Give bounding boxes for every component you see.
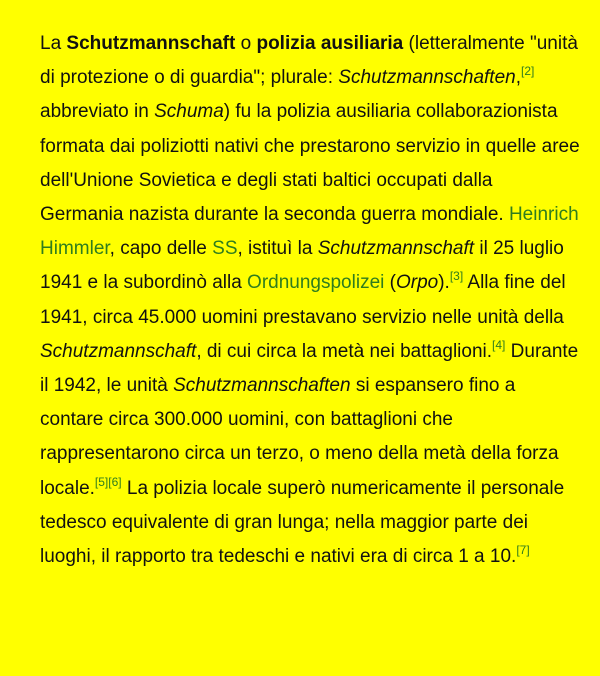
footnote-link-2[interactable]: [2] xyxy=(521,64,535,79)
term-italic: Schutzmannschaft xyxy=(40,340,197,362)
footnote-ref xyxy=(516,543,529,557)
term-bold: Schutzmannschaft xyxy=(66,33,236,54)
term-bold: polizia ausiliaria xyxy=(256,33,404,54)
text-run: il 25 luglio 1941 e la subordinò alla xyxy=(40,238,564,294)
text-run: , capo delle xyxy=(109,238,213,260)
link-ordnungspolizei[interactable]: Ordnungspolizei xyxy=(247,272,385,294)
term-italic: Schuma xyxy=(154,101,224,123)
link-heinrich-himmler[interactable]: Heinrich Himmler xyxy=(40,204,579,260)
text-run: , di cui circa la metà nei battaglioni. xyxy=(196,340,493,362)
term-italic: Schutzmannschaften xyxy=(338,67,516,89)
footnote-link-6[interactable]: [6] xyxy=(108,474,122,489)
footnote-link-4[interactable]: [4] xyxy=(492,337,506,352)
footnote-ref xyxy=(95,475,122,489)
term-italic: Schutzmannschaft xyxy=(317,238,475,260)
term-italic: Orpo xyxy=(395,272,439,294)
term-italic: Schutzmannschaften xyxy=(173,375,351,397)
text-run: ). xyxy=(438,272,450,294)
text-run: ) fu la polizia ausiliaria collaborazionista formata dai poliziotti nativi che prestarono servizio in quelle aree dell'Unione Sovietica e degli stati baltici occupati dalla Germania nazista durante la seconda guerra mondiale. xyxy=(40,101,580,226)
footnote-ref xyxy=(450,269,463,283)
footnote-link-7[interactable]: [7] xyxy=(516,543,530,558)
article-paragraph xyxy=(40,27,580,574)
text-run: La polizia locale superò numericamente il personale tedesco equivalente di gran lunga; nella maggior parte dei luoghi, il rapporto tra tedeschi e nativi era di circa 1 a 10. xyxy=(40,477,565,568)
text-run: ( xyxy=(384,272,396,294)
text-run: Alla fine del 1941, circa 45.000 uomini prestavano servizio nelle unità della xyxy=(40,272,566,328)
text-run: abbreviato in xyxy=(40,101,155,123)
footnote-link-3[interactable]: [3] xyxy=(449,269,464,284)
footnote-ref xyxy=(521,64,534,78)
text-run: o xyxy=(235,33,257,54)
text-run: si espansero fino a contare circa 300.000 uomini, con battaglioni che rappresentarono circa un terzo, o meno della metà della forza locale. xyxy=(40,375,559,499)
link-ss[interactable]: SS xyxy=(212,238,238,260)
text-run: (letteralmente "unità di protezione o di guardia"; plurale: xyxy=(40,33,578,89)
footnote-link-5[interactable]: [5] xyxy=(94,474,109,489)
text-run: , xyxy=(515,67,522,89)
text-run: , istituì la xyxy=(237,238,318,260)
footnote-ref xyxy=(492,338,505,352)
text-run: Durante il 1942, le unità xyxy=(40,340,579,397)
text-run: La xyxy=(40,33,67,54)
